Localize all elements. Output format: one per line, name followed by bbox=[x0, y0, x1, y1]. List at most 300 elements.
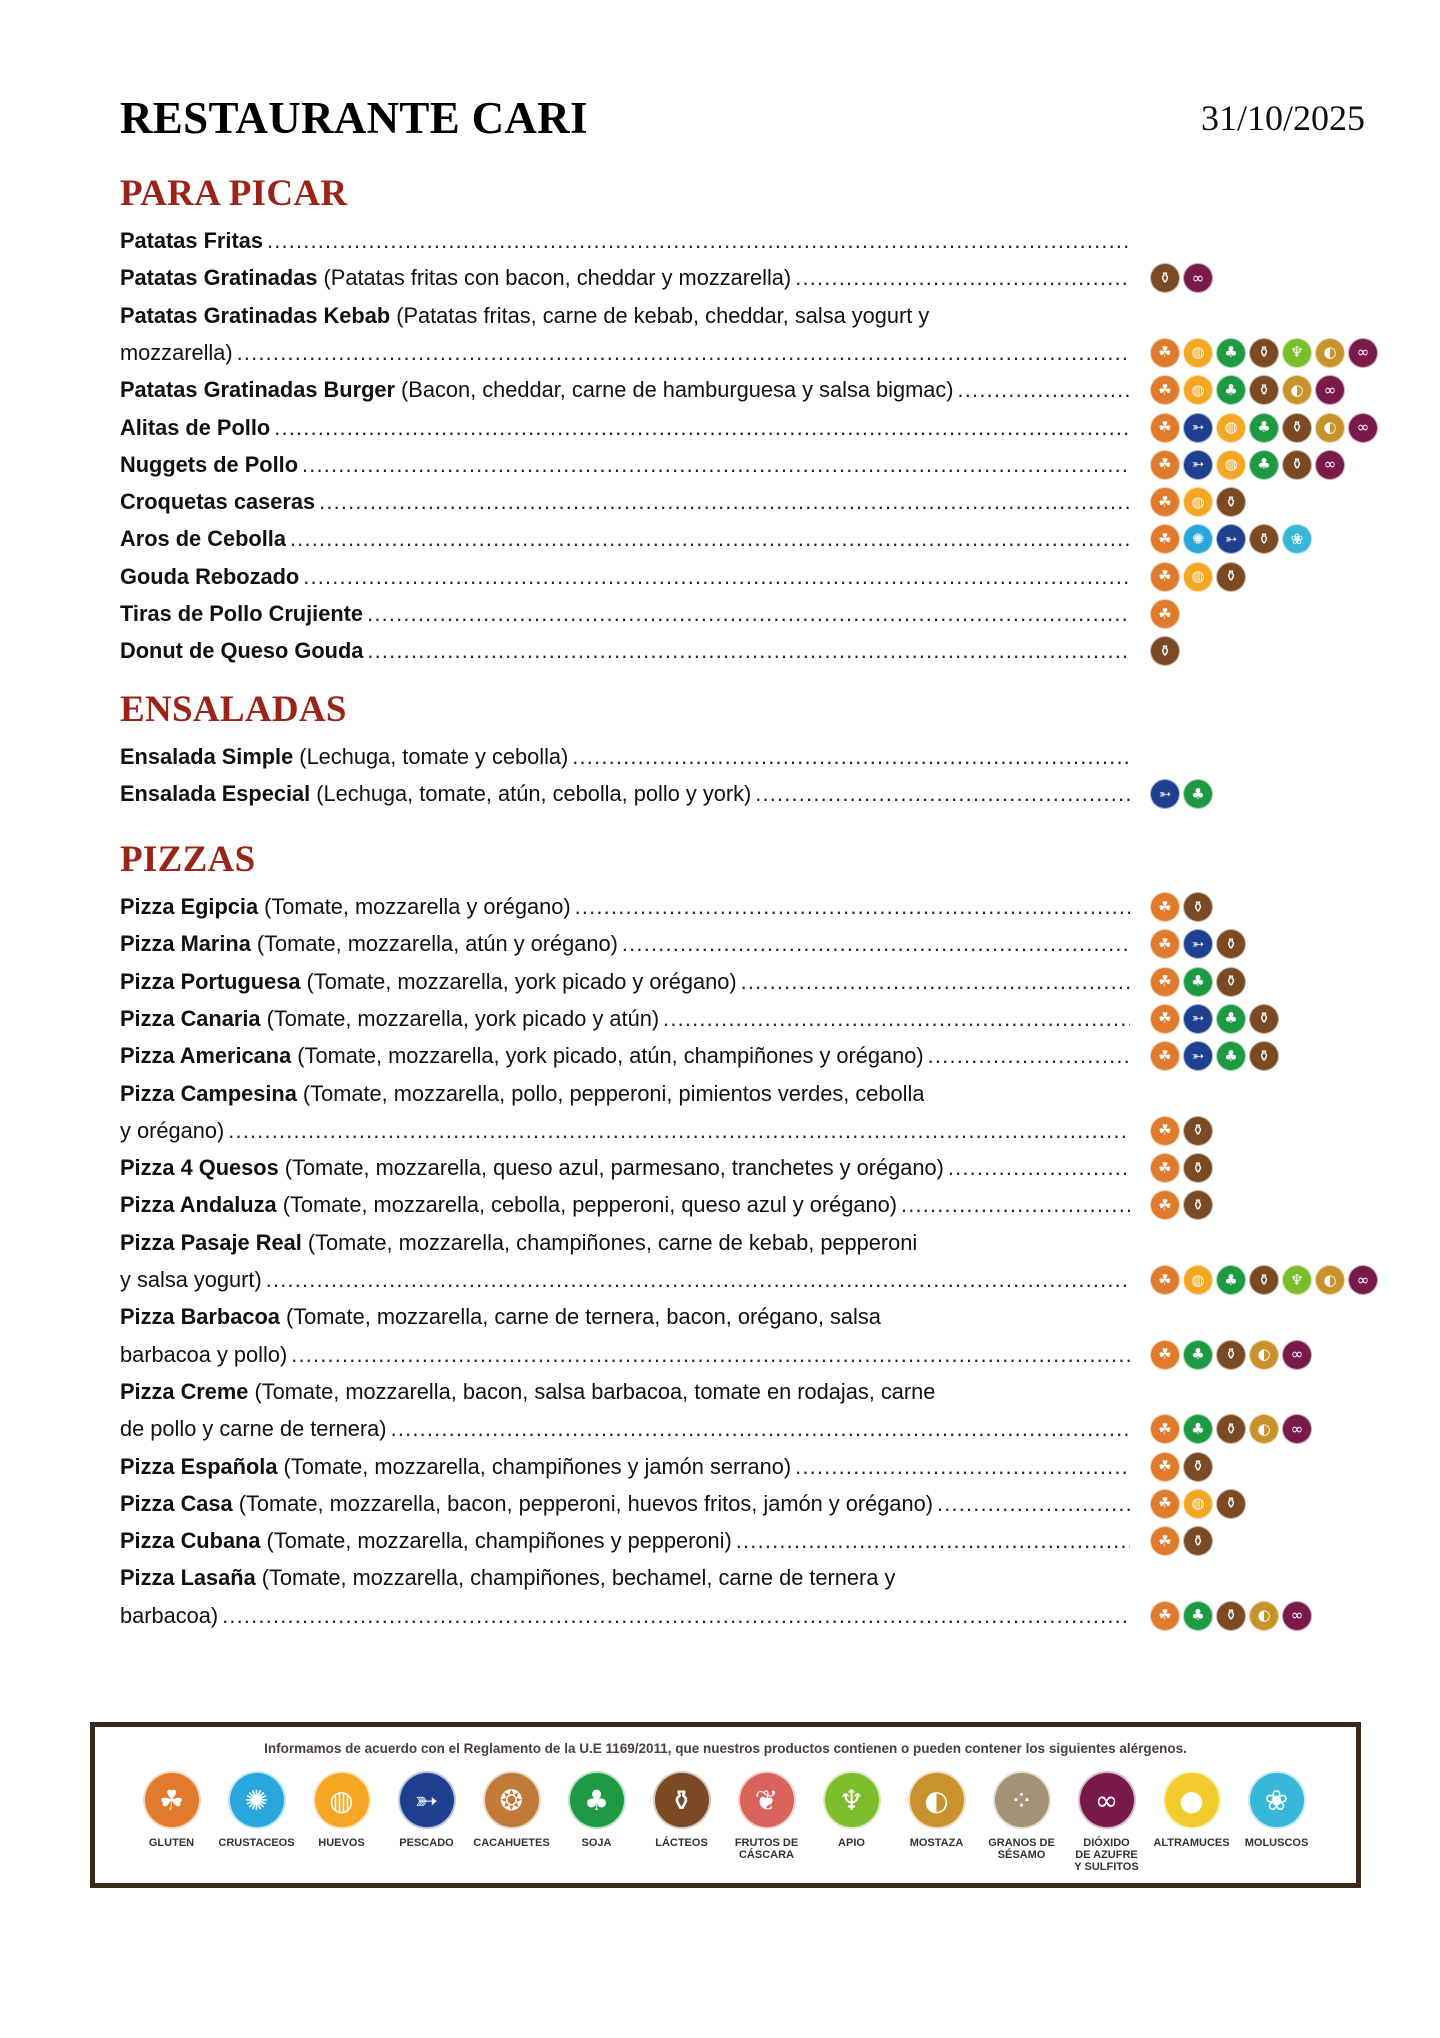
section-title: PIZZAS bbox=[120, 839, 256, 880]
menu-item-description: (Tomate, mozzarella, pollo, pepperoni, pimientos verdes, cebolla bbox=[296, 1080, 925, 1106]
allergen-icons bbox=[1150, 597, 1180, 631]
menu-item-description: (Tomate, mozzarella, champiñones, carne de kebab, pepperoni bbox=[301, 1229, 918, 1255]
gluten-allergen-icon: ☘ bbox=[1150, 1526, 1180, 1556]
dot-leader bbox=[222, 1599, 1130, 1633]
pescado-allergen-icon: ➳ bbox=[1183, 929, 1213, 959]
gluten-allergen-icon: ☘ bbox=[1150, 1340, 1180, 1370]
menu-item-name: Gouda Rebozado bbox=[120, 563, 300, 589]
huevos-allergen-icon: ◍ bbox=[1216, 450, 1246, 480]
sulfitos-allergen-icon: ∞ bbox=[1078, 1771, 1136, 1829]
gluten-allergen-icon: ☘ bbox=[1150, 375, 1180, 405]
allergen-icons bbox=[1150, 634, 1180, 668]
menu-item-text bbox=[120, 1300, 881, 1334]
soja-allergen-icon: ♣ bbox=[1183, 967, 1213, 997]
legend-label: FRUTOS DE CÁSCARA bbox=[734, 1837, 799, 1861]
gluten-allergen-icon: ☘ bbox=[1150, 487, 1180, 517]
gluten-allergen-icon: ☘ bbox=[1150, 562, 1180, 592]
huevos-allergen-icon: ◍ bbox=[1183, 1489, 1213, 1519]
menu-item-description: (Patatas fritas con bacon, cheddar y mozzarella) bbox=[317, 265, 792, 291]
legend-item-moluscos bbox=[1234, 1771, 1319, 1873]
allergen-icons bbox=[1150, 1002, 1279, 1036]
menu-item-text bbox=[120, 777, 751, 811]
menu-item-description: (Tomate, mozzarella, cebolla, pepperoni, queso azul y orégano) bbox=[276, 1192, 898, 1218]
gluten-allergen-icon: ☘ bbox=[1150, 413, 1180, 443]
menu-header bbox=[120, 92, 1365, 148]
menu-item-name: Pizza Española bbox=[120, 1453, 278, 1479]
legend-label: PESCADO bbox=[399, 1837, 454, 1849]
soja-allergen-icon: ♣ bbox=[1216, 375, 1246, 405]
lacteos-allergen-icon: ⚱ bbox=[1249, 1041, 1279, 1071]
legend-label: APIO bbox=[838, 1837, 865, 1849]
allergen-icons bbox=[1150, 1039, 1279, 1073]
allergen-legend-row bbox=[129, 1771, 1319, 1873]
menu-item-name: Pizza Cubana bbox=[120, 1528, 261, 1554]
menu-item-name: Patatas Gratinadas bbox=[120, 265, 318, 291]
sulfitos-allergen-icon: ∞ bbox=[1183, 263, 1213, 293]
menu-item-line bbox=[120, 1487, 1130, 1521]
menu-item-name: Ensalada Especial bbox=[120, 781, 311, 807]
soja-allergen-icon: ♣ bbox=[1183, 1601, 1213, 1631]
menu-date: 31/10/2025 bbox=[1200, 98, 1365, 138]
lacteos-allergen-icon: ⚱ bbox=[1216, 1340, 1246, 1370]
menu-item-line bbox=[120, 1524, 1130, 1558]
menu-item-description-continued: barbacoa y pollo) bbox=[120, 1341, 288, 1367]
huevos-allergen-icon: ◍ bbox=[1183, 487, 1213, 517]
mostaza-allergen-icon: ◐ bbox=[1315, 338, 1345, 368]
menu-item-name: Aros de Cebolla bbox=[120, 526, 286, 552]
gluten-allergen-icon: ☘ bbox=[1150, 524, 1180, 554]
gluten-allergen-icon: ☘ bbox=[1150, 1190, 1180, 1220]
lacteos-allergen-icon: ⚱ bbox=[1183, 1190, 1213, 1220]
lacteos-allergen-icon: ⚱ bbox=[653, 1771, 711, 1829]
allergen-icons bbox=[1150, 448, 1345, 482]
sulfitos-allergen-icon: ∞ bbox=[1282, 1601, 1312, 1631]
allergen-icons bbox=[1150, 411, 1378, 445]
gluten-allergen-icon: ☘ bbox=[1150, 1452, 1180, 1482]
menu-item-text bbox=[120, 1561, 895, 1595]
allergen-icons bbox=[1150, 1487, 1246, 1521]
soja-allergen-icon: ♣ bbox=[1216, 1265, 1246, 1295]
menu-item-line bbox=[120, 965, 1130, 999]
allergen-legend bbox=[90, 1722, 1361, 1888]
menu-item-line-continued bbox=[120, 336, 1130, 370]
menu-item-text bbox=[120, 261, 791, 295]
huevos-allergen-icon: ◍ bbox=[1183, 338, 1213, 368]
mostaza-allergen-icon: ◐ bbox=[908, 1771, 966, 1829]
legend-item-crustaceos bbox=[214, 1771, 299, 1873]
lacteos-allergen-icon: ⚱ bbox=[1216, 562, 1246, 592]
menu-item-text bbox=[120, 299, 929, 333]
lacteos-allergen-icon: ⚱ bbox=[1216, 929, 1246, 959]
legend-label: LÁCTEOS bbox=[655, 1837, 708, 1849]
legend-item-sesamo bbox=[979, 1771, 1064, 1873]
gluten-allergen-icon: ☘ bbox=[143, 1771, 201, 1829]
lacteos-allergen-icon: ⚱ bbox=[1249, 1265, 1279, 1295]
mostaza-allergen-icon: ◐ bbox=[1249, 1340, 1279, 1370]
apio-allergen-icon: ♆ bbox=[823, 1771, 881, 1829]
menu-item-text bbox=[120, 522, 286, 556]
gluten-allergen-icon: ☘ bbox=[1150, 1004, 1180, 1034]
menu-item-text bbox=[120, 1002, 659, 1036]
soja-allergen-icon: ♣ bbox=[1183, 1340, 1213, 1370]
menu-item-text bbox=[120, 1375, 935, 1409]
menu-item-description: (Tomate, mozzarella, bacon, pepperoni, huevos fritos, jamón y orégano) bbox=[232, 1490, 933, 1516]
dot-leader bbox=[795, 1450, 1130, 1484]
menu-item-name: Pizza Americana bbox=[120, 1043, 292, 1069]
menu-item-line bbox=[120, 740, 1130, 774]
allergen-icons bbox=[1150, 373, 1345, 407]
moluscos-allergen-icon: ❀ bbox=[1282, 524, 1312, 554]
menu-item-text bbox=[120, 927, 618, 961]
lacteos-allergen-icon: ⚱ bbox=[1282, 450, 1312, 480]
lacteos-allergen-icon: ⚱ bbox=[1282, 413, 1312, 443]
lacteos-allergen-icon: ⚱ bbox=[1183, 1116, 1213, 1146]
lacteos-allergen-icon: ⚱ bbox=[1183, 1153, 1213, 1183]
pescado-allergen-icon: ➳ bbox=[1183, 1004, 1213, 1034]
dot-leader bbox=[319, 485, 1130, 519]
menu-item-line bbox=[120, 560, 1130, 594]
sulfitos-allergen-icon: ∞ bbox=[1282, 1340, 1312, 1370]
allergen-icons bbox=[1150, 1114, 1213, 1148]
menu-item-description: (Tomate, mozzarella, carne de ternera, bacon, orégano, salsa bbox=[279, 1304, 881, 1330]
menu-item-description-continued: de pollo y carne de ternera) bbox=[120, 1416, 387, 1442]
dot-leader bbox=[958, 373, 1130, 407]
allergen-icons bbox=[1150, 1412, 1312, 1446]
pescado-allergen-icon: ➳ bbox=[1183, 450, 1213, 480]
pescado-allergen-icon: ➳ bbox=[398, 1771, 456, 1829]
soja-allergen-icon: ♣ bbox=[1183, 779, 1213, 809]
menu-item-text bbox=[120, 1450, 791, 1484]
soja-allergen-icon: ♣ bbox=[1216, 1041, 1246, 1071]
soja-allergen-icon: ♣ bbox=[1183, 1414, 1213, 1444]
menu-item-name: Alitas de Pollo bbox=[120, 414, 271, 440]
dot-leader bbox=[663, 1002, 1130, 1036]
gluten-allergen-icon: ☘ bbox=[1150, 1116, 1180, 1146]
legend-label: CRUSTACEOS bbox=[218, 1837, 295, 1849]
crustaceos-allergen-icon: ✺ bbox=[1183, 524, 1213, 554]
menu-item-line bbox=[120, 634, 1130, 668]
legend-label: ALTRAMUCES bbox=[1153, 1837, 1230, 1849]
allergen-icons bbox=[1150, 261, 1213, 295]
menu-item-line bbox=[120, 448, 1130, 482]
menu-item-text bbox=[120, 1487, 933, 1521]
gluten-allergen-icon: ☘ bbox=[1150, 1601, 1180, 1631]
menu-item-name: Pizza Pasaje Real bbox=[120, 1229, 302, 1255]
dot-leader bbox=[572, 740, 1130, 774]
allergen-icons bbox=[1150, 1450, 1213, 1484]
lacteos-allergen-icon: ⚱ bbox=[1249, 524, 1279, 554]
gluten-allergen-icon: ☘ bbox=[1150, 1489, 1180, 1519]
sulfitos-allergen-icon: ∞ bbox=[1282, 1414, 1312, 1444]
menu-item-line bbox=[120, 1300, 881, 1334]
mostaza-allergen-icon: ◐ bbox=[1315, 1265, 1345, 1295]
menu-item-description: (Tomate, mozzarella, atún y orégano) bbox=[250, 931, 618, 957]
legend-item-altramuces bbox=[1149, 1771, 1234, 1873]
menu-item-name: Pizza Lasaña bbox=[120, 1565, 256, 1591]
menu-item-line-continued bbox=[120, 1263, 1130, 1297]
menu-item-description: (Patatas fritas, carne de kebab, cheddar, salsa yogurt y bbox=[390, 302, 930, 328]
menu-item-name: Pizza Marina bbox=[120, 931, 251, 957]
menu-item-description-continued: mozzarella) bbox=[120, 339, 233, 365]
menu-item-text bbox=[120, 1524, 732, 1558]
menu-item-text bbox=[120, 965, 737, 999]
legend-label: DIÓXIDO DE AZUFRE Y SULFITOS bbox=[1074, 1837, 1139, 1873]
menu-item-line bbox=[120, 224, 1130, 258]
sulfitos-allergen-icon: ∞ bbox=[1315, 450, 1345, 480]
lacteos-allergen-icon: ⚱ bbox=[1216, 967, 1246, 997]
menu-item-line bbox=[120, 1039, 1130, 1073]
dot-leader bbox=[237, 336, 1130, 370]
legend-item-apio bbox=[809, 1771, 894, 1873]
section-title: PARA PICAR bbox=[120, 173, 348, 214]
mostaza-allergen-icon: ◐ bbox=[1282, 375, 1312, 405]
menu-item-text bbox=[120, 740, 568, 774]
pescado-allergen-icon: ➳ bbox=[1183, 1041, 1213, 1071]
menu-item-line bbox=[120, 411, 1130, 445]
lacteos-allergen-icon: ⚱ bbox=[1150, 263, 1180, 293]
allergen-icons bbox=[1150, 777, 1213, 811]
menu-item-name: Pizza Portuguesa bbox=[120, 968, 301, 994]
menu-item-description: (Tomate, mozzarella y orégano) bbox=[258, 894, 571, 919]
menu-item-text bbox=[120, 1077, 924, 1111]
crustaceos-allergen-icon: ✺ bbox=[228, 1771, 286, 1829]
menu-item-name: Pizza Andaluza bbox=[120, 1192, 277, 1218]
mostaza-allergen-icon: ◐ bbox=[1315, 413, 1345, 443]
sulfitos-allergen-icon: ∞ bbox=[1348, 1265, 1378, 1295]
menu-item-name: Pizza Creme bbox=[120, 1378, 249, 1404]
gluten-allergen-icon: ☘ bbox=[1150, 599, 1180, 629]
menu-item-description: (Tomate, mozzarella, bacon, salsa barbacoa, tomate en rodajas, carne bbox=[248, 1378, 936, 1404]
soja-allergen-icon: ♣ bbox=[568, 1771, 626, 1829]
menu-item-line bbox=[120, 522, 1130, 556]
mostaza-allergen-icon: ◐ bbox=[1249, 1601, 1279, 1631]
dot-leader bbox=[391, 1412, 1130, 1446]
menu-item-line bbox=[120, 927, 1130, 961]
menu-item-name: Pizza Casa bbox=[120, 1490, 233, 1516]
legend-item-huevos bbox=[299, 1771, 384, 1873]
huevos-allergen-icon: ◍ bbox=[1216, 413, 1246, 443]
menu-item-description-continued: y salsa yogurt) bbox=[120, 1267, 262, 1292]
menu-item-name: Patatas Gratinadas Burger bbox=[120, 377, 395, 403]
gluten-allergen-icon: ☘ bbox=[1150, 450, 1180, 480]
gluten-allergen-icon: ☘ bbox=[1150, 892, 1180, 922]
allergen-legend-note: Informamos de acuerdo con el Reglamento de la U.E 1169/2011, que nuestros productos contienen o pueden contener los siguientes alérgenos. bbox=[264, 1741, 1187, 1756]
allergen-icons bbox=[1150, 336, 1378, 370]
menu-item-name: Pizza Barbacoa bbox=[120, 1304, 280, 1330]
menu-item-line bbox=[120, 1002, 1130, 1036]
menu-item-description: (Tomate, mozzarella, champiñones, bechamel, carne de ternera y bbox=[255, 1565, 896, 1591]
restaurant-title: RESTAURANTE CARI bbox=[120, 93, 588, 143]
menu-item-line-continued bbox=[120, 1114, 1130, 1148]
gluten-allergen-icon: ☘ bbox=[1150, 967, 1180, 997]
menu-item-name: Ensalada Simple bbox=[120, 744, 294, 769]
legend-label: CACAHUETES bbox=[473, 1837, 550, 1849]
section-title: ENSALADAS bbox=[120, 689, 347, 730]
legend-label: GRANOS DE SÉSAMO bbox=[988, 1837, 1055, 1861]
lacteos-allergen-icon: ⚱ bbox=[1249, 375, 1279, 405]
allergen-icons bbox=[1150, 1263, 1378, 1297]
allergen-icons bbox=[1150, 485, 1246, 519]
menu-item-line bbox=[120, 777, 1130, 811]
legend-item-frutos bbox=[724, 1771, 809, 1873]
dot-leader bbox=[228, 1114, 1130, 1148]
dot-leader bbox=[948, 1151, 1130, 1185]
allergen-icons bbox=[1150, 1151, 1213, 1185]
altramuces-allergen-icon: ● bbox=[1163, 1771, 1221, 1829]
menu-item-text bbox=[120, 890, 571, 924]
menu-item-text bbox=[120, 448, 298, 482]
cacahuetes-allergen-icon: ❂ bbox=[483, 1771, 541, 1829]
lacteos-allergen-icon: ⚱ bbox=[1249, 338, 1279, 368]
legend-item-pescado bbox=[384, 1771, 469, 1873]
mostaza-allergen-icon: ◐ bbox=[1249, 1414, 1279, 1444]
apio-allergen-icon: ♆ bbox=[1282, 1265, 1312, 1295]
lacteos-allergen-icon: ⚱ bbox=[1216, 1414, 1246, 1444]
pescado-allergen-icon: ➳ bbox=[1150, 779, 1180, 809]
sesamo-allergen-icon: ⁘ bbox=[993, 1771, 1051, 1829]
menu-item-text bbox=[120, 485, 315, 519]
menu-item-description: (Tomate, mozzarella, champiñones y jamón serrano) bbox=[277, 1453, 792, 1479]
dot-leader bbox=[367, 597, 1130, 631]
menu-item-line bbox=[120, 485, 1130, 519]
allergen-icons bbox=[1150, 522, 1312, 556]
lacteos-allergen-icon: ⚱ bbox=[1216, 1601, 1246, 1631]
allergen-icons bbox=[1150, 1338, 1312, 1372]
allergen-icons bbox=[1150, 965, 1246, 999]
legend-item-gluten bbox=[129, 1771, 214, 1873]
huevos-allergen-icon: ◍ bbox=[1183, 562, 1213, 592]
dot-leader bbox=[290, 522, 1130, 556]
legend-label: HUEVOS bbox=[318, 1837, 365, 1849]
allergen-icons bbox=[1150, 1188, 1213, 1222]
menu-item-text bbox=[120, 597, 363, 631]
gluten-allergen-icon: ☘ bbox=[1150, 1153, 1180, 1183]
menu-item-text bbox=[120, 1039, 924, 1073]
menu-item-text bbox=[120, 224, 263, 258]
dot-leader bbox=[755, 777, 1130, 811]
lacteos-allergen-icon: ⚱ bbox=[1216, 487, 1246, 517]
dot-leader bbox=[937, 1487, 1130, 1521]
menu-item-description: (Tomate, mozzarella, champiñones y pepperoni) bbox=[260, 1528, 732, 1554]
menu-item-text bbox=[120, 1188, 897, 1222]
menu-item-description: (Tomate, mozzarella, queso azul, parmesano, tranchetes y orégano) bbox=[278, 1155, 944, 1181]
lacteos-allergen-icon: ⚱ bbox=[1183, 892, 1213, 922]
menu-item-line bbox=[120, 373, 1130, 407]
gluten-allergen-icon: ☘ bbox=[1150, 1414, 1180, 1444]
soja-allergen-icon: ♣ bbox=[1249, 450, 1279, 480]
lacteos-allergen-icon: ⚱ bbox=[1183, 1526, 1213, 1556]
dot-leader bbox=[266, 1263, 1130, 1297]
lacteos-allergen-icon: ⚱ bbox=[1216, 1489, 1246, 1519]
menu-item-name: Pizza Egipcia bbox=[120, 894, 259, 919]
dot-leader bbox=[274, 411, 1130, 445]
legend-item-sulfitos bbox=[1064, 1771, 1149, 1873]
dot-leader bbox=[575, 890, 1130, 924]
soja-allergen-icon: ♣ bbox=[1216, 338, 1246, 368]
menu-item-line bbox=[120, 1151, 1130, 1185]
legend-item-mostaza bbox=[894, 1771, 979, 1873]
menu-item-text bbox=[120, 373, 954, 407]
apio-allergen-icon: ♆ bbox=[1282, 338, 1312, 368]
legend-label: MOLUSCOS bbox=[1244, 1837, 1309, 1849]
dot-leader bbox=[795, 261, 1130, 295]
gluten-allergen-icon: ☘ bbox=[1150, 1265, 1180, 1295]
allergen-icons bbox=[1150, 560, 1246, 594]
menu-item-description-continued: y orégano) bbox=[120, 1117, 225, 1143]
menu-item-description: (Tomate, mozzarella, york picado y orégano) bbox=[300, 968, 737, 994]
sulfitos-allergen-icon: ∞ bbox=[1348, 413, 1378, 443]
menu-item-line-continued bbox=[120, 1599, 1130, 1633]
legend-item-lacteos bbox=[639, 1771, 724, 1873]
menu-item-name: Croquetas caseras bbox=[120, 489, 316, 515]
dot-leader bbox=[622, 927, 1130, 961]
allergen-icons bbox=[1150, 1524, 1213, 1558]
huevos-allergen-icon: ◍ bbox=[1183, 1265, 1213, 1295]
dot-leader bbox=[267, 224, 1130, 258]
sulfitos-allergen-icon: ∞ bbox=[1315, 375, 1345, 405]
menu-item-line bbox=[120, 1077, 924, 1111]
allergen-icons bbox=[1150, 890, 1213, 924]
allergen-icons bbox=[1150, 1599, 1312, 1633]
huevos-allergen-icon: ◍ bbox=[1183, 375, 1213, 405]
dot-leader bbox=[367, 634, 1130, 668]
menu-item-line bbox=[120, 1450, 1130, 1484]
dot-leader bbox=[303, 560, 1130, 594]
moluscos-allergen-icon: ❀ bbox=[1248, 1771, 1306, 1829]
menu-item-name: Pizza 4 Quesos bbox=[120, 1155, 279, 1181]
dot-leader bbox=[736, 1524, 1130, 1558]
legend-item-cacahuetes bbox=[469, 1771, 554, 1873]
menu-item-line bbox=[120, 261, 1130, 295]
lacteos-allergen-icon: ⚱ bbox=[1249, 1004, 1279, 1034]
dot-leader bbox=[928, 1039, 1130, 1073]
menu-item-name: Patatas Gratinadas Kebab bbox=[120, 302, 391, 328]
gluten-allergen-icon: ☘ bbox=[1150, 929, 1180, 959]
legend-label: SOJA bbox=[581, 1837, 612, 1849]
legend-label: GLUTEN bbox=[148, 1837, 195, 1849]
menu-item-text bbox=[120, 560, 299, 594]
gluten-allergen-icon: ☘ bbox=[1150, 1041, 1180, 1071]
gluten-allergen-icon: ☘ bbox=[1150, 338, 1180, 368]
menu-item-line bbox=[120, 1188, 1130, 1222]
menu-item-text bbox=[120, 634, 363, 668]
menu-item-line-continued bbox=[120, 1338, 1130, 1372]
menu-item-name: Nuggets de Pollo bbox=[120, 451, 299, 477]
menu-item-description: (Lechuga, tomate y cebolla) bbox=[293, 744, 569, 769]
menu-item-line bbox=[120, 890, 1130, 924]
soja-allergen-icon: ♣ bbox=[1249, 413, 1279, 443]
menu-item-line bbox=[120, 1561, 895, 1595]
menu-item-name: Tiras de Pollo Crujiente bbox=[120, 601, 364, 626]
menu-item-description: (Lechuga, tomate, atún, cebolla, pollo y york) bbox=[310, 781, 752, 807]
pescado-allergen-icon: ➳ bbox=[1183, 413, 1213, 443]
soja-allergen-icon: ♣ bbox=[1216, 1004, 1246, 1034]
legend-label: MOSTAZA bbox=[909, 1837, 964, 1849]
menu-item-text bbox=[120, 1151, 944, 1185]
lacteos-allergen-icon: ⚱ bbox=[1183, 1452, 1213, 1482]
menu-item-description: (Tomate, mozzarella, york picado y atún) bbox=[260, 1005, 660, 1031]
dot-leader bbox=[302, 448, 1130, 482]
menu-item-line bbox=[120, 299, 929, 333]
dot-leader bbox=[901, 1188, 1130, 1222]
menu-item-line-continued bbox=[120, 1412, 1130, 1446]
legend-item-soja bbox=[554, 1771, 639, 1873]
menu-item-line bbox=[120, 1375, 935, 1409]
dot-leader bbox=[291, 1338, 1130, 1372]
menu-item-name: Patatas Fritas bbox=[120, 228, 263, 253]
menu-item-line bbox=[120, 1226, 917, 1260]
menu-item-name: Donut de Queso Gouda bbox=[120, 638, 364, 664]
